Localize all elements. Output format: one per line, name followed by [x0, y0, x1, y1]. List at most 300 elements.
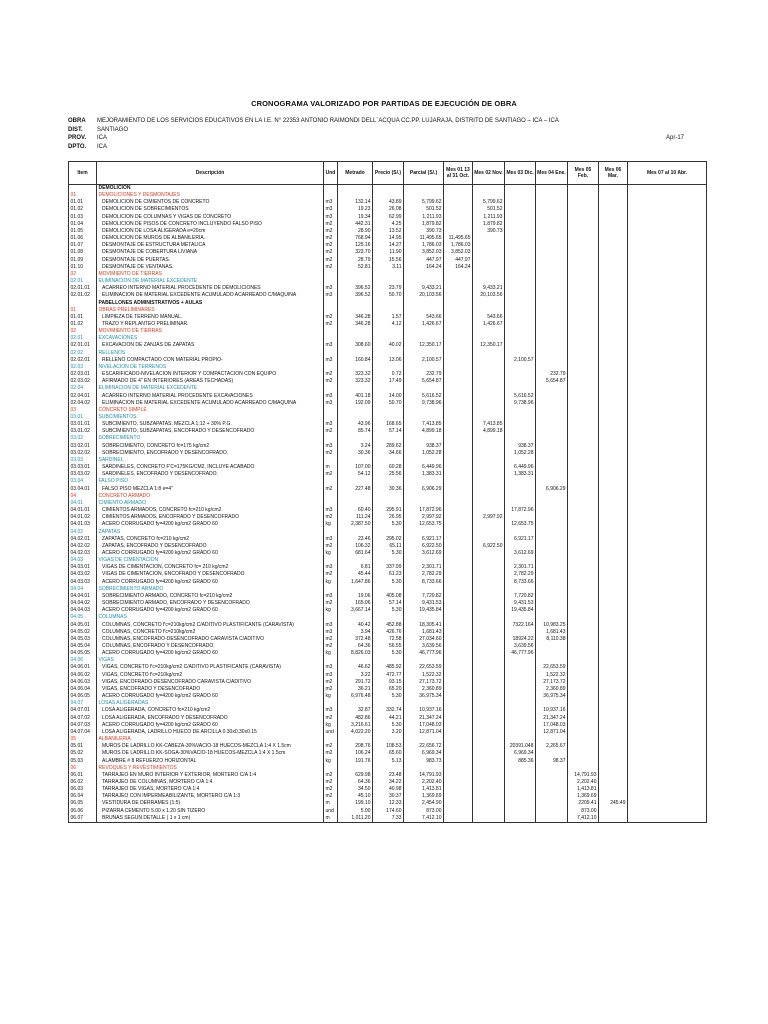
month-06-value [599, 657, 628, 664]
month-07-value [628, 371, 707, 378]
month-06-value [599, 593, 628, 600]
partial-amount: 19,435.84 [404, 607, 444, 614]
description: VESTIDURA DE DERRAMES (1:5) [97, 800, 324, 807]
month-06-value [599, 464, 628, 471]
table-row [69, 321, 707, 328]
month-05-value: 873.00 [568, 808, 599, 815]
description: VIGAS DE CIMENTACION, ENCOFRADO Y DESENCOFRADO [97, 571, 324, 578]
table-row [69, 221, 707, 228]
partial-amount [404, 500, 444, 507]
month-07-value [628, 350, 707, 357]
description: COLUMNAS, CONCRETO f'c=210kg/cm2 C/ADITIVO PLASTIFICANTE (CARAVISTA) [97, 622, 324, 629]
month-03-value: 7322.164 [505, 622, 536, 629]
month-03-value [505, 407, 536, 414]
description: ESCARIFICADO-NIVELACION INTERIOR Y COMPACTACION CON EQUIPO [97, 371, 324, 378]
table-row [69, 800, 707, 807]
unit-price: 5.30 [373, 722, 404, 729]
month-03-value [505, 772, 536, 779]
month-02-value [473, 686, 505, 693]
partial-amount [404, 414, 444, 421]
quantity: 396.52 [338, 292, 373, 299]
month-05-value [568, 478, 599, 485]
month-02-value: 4,899.18 [473, 428, 505, 435]
unit: m2 [324, 636, 338, 643]
item-code: 05.01 [69, 743, 97, 750]
partial-amount: 938.37 [404, 443, 444, 450]
month-05-value [568, 736, 599, 743]
month-07-value [628, 679, 707, 686]
item-code: 04.04.01 [69, 593, 97, 600]
description: MUROS DE LADRILLO KK-SOGA-30%VACIO-18 HUECOS-MEZCLA 1:4 X 1.5cm [97, 750, 324, 757]
month-01-value [444, 614, 473, 621]
unit-price: 4.25 [373, 221, 404, 228]
month-01-value: 447.97 [444, 257, 473, 264]
month-06-value [599, 722, 628, 729]
month-05-value [568, 464, 599, 471]
unit: m2 [324, 543, 338, 550]
month-07-value [628, 450, 707, 457]
quantity [338, 736, 373, 743]
month-05-value [568, 321, 599, 328]
quantity: 768.94 [338, 235, 373, 242]
item-code: 04.06.03 [69, 679, 97, 686]
unit-price: 93.15 [373, 679, 404, 686]
month-04-value [536, 507, 568, 514]
obra-row [68, 117, 688, 126]
unit: m3 [324, 536, 338, 543]
description: DEMOLICION DE PISOS DE CONCRETO INCLUYENDO FALSO PISO [97, 221, 324, 228]
table-row [69, 450, 707, 457]
table-row [69, 700, 707, 707]
item-code: 01.06 [69, 235, 97, 242]
month-06-value [599, 214, 628, 221]
item-code: 02.04 [69, 385, 97, 392]
description: ACERO CORRUGADO fy=4200 kg/cm2 GRADO 60 [97, 650, 324, 657]
month-04-value [536, 614, 568, 621]
month-02-value [473, 571, 505, 578]
item-code: 04.07.03 [69, 722, 97, 729]
month-04-value [536, 579, 568, 586]
table-row [69, 550, 707, 557]
item-code: 04.03.02 [69, 571, 97, 578]
month-05-value [568, 357, 599, 364]
month-01-value [444, 571, 473, 578]
month-05-value [568, 593, 599, 600]
month-05-value [568, 557, 599, 564]
unit-price [373, 385, 404, 392]
month-01-value [444, 428, 473, 435]
description: CONCRETO ARMADO [97, 493, 324, 500]
month-06-value [599, 407, 628, 414]
month-04-value: 36,975.34 [536, 693, 568, 700]
unit [324, 736, 338, 743]
unit [324, 478, 338, 485]
month-07-value [628, 314, 707, 321]
month-02-value [473, 664, 505, 671]
month-05-value [568, 307, 599, 314]
unit-price: 34.22 [373, 779, 404, 786]
month-01-value [444, 600, 473, 607]
month-04-value [536, 529, 568, 536]
month-01-value [444, 228, 473, 235]
month-01-value [444, 342, 473, 349]
item-code: 02 [69, 328, 97, 335]
partial-amount [404, 328, 444, 335]
month-05-value: 1,413.81 [568, 786, 599, 793]
partial-amount: 2,454.90 [404, 800, 444, 807]
partial-amount [404, 335, 444, 342]
month-05-value [568, 571, 599, 578]
month-03-value: 18924.22 [505, 636, 536, 643]
description: ALAMBRE # 8 REFUERZO HORIZONTAL [97, 758, 324, 765]
month-06-value [599, 378, 628, 385]
month-04-value [536, 521, 568, 528]
table-row [69, 428, 707, 435]
unit: m3 [324, 707, 338, 714]
month-02-value [473, 486, 505, 493]
description: RELLENO COMPACTADO CON MATERIAL PROPIO- [97, 357, 324, 364]
item-code: 04.01.01 [69, 507, 97, 514]
table-row [69, 643, 707, 650]
prov-value: ICA [97, 135, 108, 141]
month-03-value [505, 228, 536, 235]
unit-price: 60.28 [373, 464, 404, 471]
month-01-value [444, 393, 473, 400]
partial-amount: 6,969.34 [404, 750, 444, 757]
month-03-value [505, 307, 536, 314]
quantity [338, 765, 373, 772]
month-03-value [505, 314, 536, 321]
unit-price [373, 457, 404, 464]
month-04-value: 2,265.67 [536, 743, 568, 750]
partial-amount: 983.73 [404, 758, 444, 765]
table-row [69, 385, 707, 392]
unit-price: 1.57 [373, 314, 404, 321]
month-03-value [505, 335, 536, 342]
month-03-value [505, 500, 536, 507]
table-row [69, 514, 707, 521]
description: ACARREO INTERNO MATERIAL PROCEDENTE DE DEMOLICIONES [97, 285, 324, 292]
unit-price: 72.58 [373, 636, 404, 643]
quantity [338, 457, 373, 464]
month-01-value [444, 350, 473, 357]
month-03-value [505, 278, 536, 285]
unit-price: 108.53 [373, 743, 404, 750]
month-01-value [444, 371, 473, 378]
month-02-value [473, 300, 505, 307]
unit-price: 13.52 [373, 228, 404, 235]
unit-price [373, 300, 404, 307]
month-06-value [599, 350, 628, 357]
month-02-value [473, 707, 505, 714]
month-06-value [599, 257, 628, 264]
month-04-value [536, 600, 568, 607]
month-07-value [628, 729, 707, 736]
month-01-value [444, 307, 473, 314]
item-code: 01.07 [69, 242, 97, 249]
table-row [69, 249, 707, 256]
month-07-value [628, 700, 707, 707]
partial-amount: 36,975.34 [404, 693, 444, 700]
month-05-value [568, 486, 599, 493]
unit: m2 [324, 486, 338, 493]
quantity [338, 300, 373, 307]
partial-amount [404, 435, 444, 442]
dist-value: SANTIAGO [97, 126, 129, 133]
month-05-value: 14,791.93 [568, 772, 599, 779]
partial-amount [404, 614, 444, 621]
unit-price: 65.11 [373, 543, 404, 550]
month-04-value [536, 242, 568, 249]
table-row [69, 672, 707, 679]
month-04-value [536, 493, 568, 500]
month-03-value [505, 364, 536, 371]
prov-label: PROV. [68, 135, 87, 141]
month-06-value [599, 765, 628, 772]
partial-amount [404, 657, 444, 664]
item-code: 04.06.05 [69, 693, 97, 700]
dist-row [68, 126, 688, 135]
month-03-value: 885.36 [505, 758, 536, 765]
table-row [69, 650, 707, 657]
month-03-value [505, 722, 536, 729]
month-04-value: 17,048.03 [536, 722, 568, 729]
quantity: 401.18 [338, 393, 373, 400]
month-05-value [568, 385, 599, 392]
partial-amount: 1,681.43 [404, 629, 444, 636]
month-04-value [536, 786, 568, 793]
quantity [338, 557, 373, 564]
month-03-value [505, 808, 536, 815]
month-01-value [444, 221, 473, 228]
unit [324, 700, 338, 707]
description: DESMONTAJE DE COBERTURA LIVIANA [97, 249, 324, 256]
month-02-value [473, 693, 505, 700]
quantity [338, 478, 373, 485]
month-01-value [444, 521, 473, 528]
month-07-value [628, 242, 707, 249]
unit [324, 328, 338, 335]
item-code: 02.03.02 [69, 378, 97, 385]
month-04-value [536, 536, 568, 543]
month-04-value: 10,983.25 [536, 622, 568, 629]
unit-price: 5.30 [373, 579, 404, 586]
month-04-value [536, 657, 568, 664]
description: DEMOLICION DE CIMIENTOS DE CONCRETO [97, 199, 324, 206]
partial-amount: 11,495.65 [404, 235, 444, 242]
month-04-value [536, 321, 568, 328]
month-01-value [444, 443, 473, 450]
quantity: 3,216.61 [338, 722, 373, 729]
month-03-value [505, 629, 536, 636]
table-row [69, 328, 707, 335]
unit [324, 350, 338, 357]
description: VIGAS, ENCOFRADO Y DESENCOFRADO [97, 686, 324, 693]
quantity: 3.24 [338, 443, 373, 450]
month-03-value [505, 221, 536, 228]
item-code: 03.04.01 [69, 486, 97, 493]
month-01-value [444, 185, 473, 193]
unit: m3 [324, 400, 338, 407]
month-04-value [536, 471, 568, 478]
unit [324, 300, 338, 307]
month-07-value [628, 607, 707, 614]
table-row [69, 536, 707, 543]
month-02-value [473, 435, 505, 442]
month-01-value [444, 786, 473, 793]
month-06-value [599, 335, 628, 342]
quantity: 291.72 [338, 679, 373, 686]
month-02-value [473, 579, 505, 586]
description: DESMONTAJE DE PUERTAS. [97, 257, 324, 264]
unit-price: 452.88 [373, 622, 404, 629]
month-05-value [568, 700, 599, 707]
table-row [69, 779, 707, 786]
table-row [69, 786, 707, 793]
description: SOBRECIMIENTO ARMADO [97, 586, 324, 593]
month-03-value [505, 693, 536, 700]
item-code: 02.01 [69, 278, 97, 285]
month-02-value [473, 722, 505, 729]
month-04-value: 232.79 [536, 371, 568, 378]
month-01-value [444, 693, 473, 700]
unit-price: 30.36 [373, 486, 404, 493]
quantity: 34.50 [338, 786, 373, 793]
month-07-value [628, 765, 707, 772]
partial-amount: 3,852.03 [404, 249, 444, 256]
month-06-value [599, 664, 628, 671]
quantity: 32.87 [338, 707, 373, 714]
month-03-value [505, 729, 536, 736]
month-04-value [536, 500, 568, 507]
quantity: 323.70 [338, 249, 373, 256]
month-05-value [568, 729, 599, 736]
table-row [69, 378, 707, 385]
month-06-value [599, 414, 628, 421]
month-07-value [628, 786, 707, 793]
description: SUBCIMIENTO, SUBZAPATAS, ENCOFRADO Y DESENCOFRADO [97, 428, 324, 435]
month-04-value [536, 357, 568, 364]
unit-price: 34.66 [373, 450, 404, 457]
month-01-value [444, 300, 473, 307]
partial-amount: 22,653.59 [404, 664, 444, 671]
month-02-value: 20,103.56 [473, 292, 505, 299]
month-07-value [628, 586, 707, 593]
unit: m2 [324, 514, 338, 521]
table-row [69, 300, 707, 307]
month-01-value [444, 679, 473, 686]
unit: m3 [324, 421, 338, 428]
month-07-value [628, 543, 707, 550]
description: PIZARRA CEMENTO 5.00 x 1.20 SIN TIZERO [97, 808, 324, 815]
table-row [69, 471, 707, 478]
unit: m3 [324, 285, 338, 292]
month-02-value [473, 715, 505, 722]
header-cell: Precio (S/.) [373, 162, 404, 185]
month-02-value [473, 679, 505, 686]
month-05-value [568, 622, 599, 629]
month-06-value [599, 758, 628, 765]
month-06-value [599, 471, 628, 478]
month-02-value [473, 772, 505, 779]
item-code: 04.05.05 [69, 650, 97, 657]
unit-price [373, 185, 404, 193]
item-code: 01.09 [69, 257, 97, 264]
month-07-value [628, 507, 707, 514]
item-code: 04.06.02 [69, 672, 97, 679]
description: TARRAJEO DE COLUMNAS, MORTERO C/A 1:4 [97, 779, 324, 786]
month-02-value [473, 385, 505, 392]
unit: m2 [324, 779, 338, 786]
month-04-value [536, 478, 568, 485]
description: ELIMINACION DE MATERIAL EXCEDENTE [97, 278, 324, 285]
quantity [338, 192, 373, 199]
partial-amount [404, 385, 444, 392]
item-code: 03.03 [69, 457, 97, 464]
unit-price [373, 271, 404, 278]
month-01-value [444, 736, 473, 743]
item-code: 03.03.01 [69, 464, 97, 471]
unit-price [373, 529, 404, 536]
item-code: 04.02.01 [69, 536, 97, 543]
month-07-value [628, 414, 707, 421]
description: DEMOLICION DE COLUMNAS Y VIGAS DE CONCRETO [97, 214, 324, 221]
month-07-value [628, 736, 707, 743]
quantity: 43.96 [338, 421, 373, 428]
description: FALSO PISO MEZCLA 1:8 e=4" [97, 486, 324, 493]
table-row [69, 715, 707, 722]
partial-amount: 1,383.31 [404, 471, 444, 478]
header-cell: Mes 06 Mar. [599, 162, 628, 185]
quantity: 629.98 [338, 772, 373, 779]
unit: m3 [324, 214, 338, 221]
item-code: 01.01 [69, 199, 97, 206]
month-04-value [536, 393, 568, 400]
unit: m2 [324, 257, 338, 264]
month-06-value [599, 793, 628, 800]
month-06-value [599, 779, 628, 786]
description: DEMOLICION [97, 185, 324, 193]
month-07-value [628, 564, 707, 571]
item-code: 04.05.01 [69, 622, 97, 629]
table-row [69, 636, 707, 643]
unit: m2 [324, 571, 338, 578]
quantity: 346.28 [338, 321, 373, 328]
item-code: 04.07 [69, 700, 97, 707]
month-02-value [473, 808, 505, 815]
partial-amount: 7,413.85 [404, 421, 444, 428]
partial-amount: 7,412.10 [404, 815, 444, 823]
month-06-value [599, 808, 628, 815]
month-07-value [628, 271, 707, 278]
table-row [69, 521, 707, 528]
item-code: 06 [69, 765, 97, 772]
unit [324, 192, 338, 199]
unit: m2 [324, 428, 338, 435]
month-03-value [505, 342, 536, 349]
unit: und [324, 808, 338, 815]
unit: m3 [324, 593, 338, 600]
description: MUROS DE LADRILLO KK-CABEZA-30%VACIO-18 HUECOS-MEZCLA 1:4 X 1.5cm [97, 743, 324, 750]
month-07-value [628, 393, 707, 400]
month-05-value [568, 536, 599, 543]
month-02-value [473, 536, 505, 543]
unit-price: 426.76 [373, 629, 404, 636]
month-02-value [473, 242, 505, 249]
unit-price: 5.13 [373, 758, 404, 765]
month-07-value [628, 206, 707, 213]
unit: m2 [324, 228, 338, 235]
